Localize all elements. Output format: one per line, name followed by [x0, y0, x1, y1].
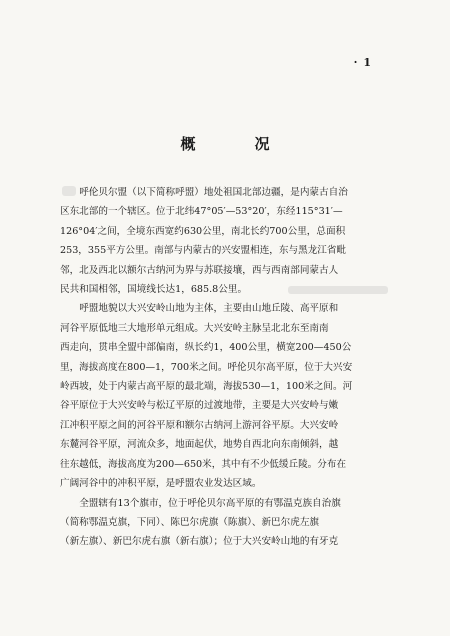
text-line: （简称鄂温克旗，下同）、陈巴尔虎旗（陈旗）、新巴尔虎左旗 — [60, 516, 320, 528]
section-title: 概 况 — [180, 135, 292, 153]
text-line: （新左旗）、新巴尔虎右旗（新右旗）；位于大兴安岭山地的有牙克 — [60, 536, 339, 548]
scan-smudge — [62, 186, 76, 196]
text-line: 里，海拔高度在800—1，700米之间。呼伦贝尔高平原，位于大兴安 — [60, 361, 353, 373]
text-line: 呼盟地貌以大兴安岭山地为主体，主要由山地丘陵、高平原和 — [79, 303, 339, 315]
text-line: 河谷平原低地三大地形单元组成。大兴安岭主脉呈北北东至南南 — [60, 322, 329, 334]
text-line: 东麓河谷平原，河流众多，地面起伏，地势自西北向东南倾斜，越 — [60, 439, 339, 451]
paragraph-landform — [60, 299, 392, 493]
text-line: 区东北部的一个辖区。位于北纬47°05′—53°20′，东经115°31′— — [60, 206, 343, 218]
text-line: 江冲积平原之间的河谷平原和额尔古纳河上游河谷平原。大兴安岭 — [60, 419, 339, 431]
text-line: 岭西坡，处于内蒙古高平原的最北端，海拔530—1，100米之间。河 — [60, 381, 353, 393]
text-line: 全盟辖有13个旗市，位于呼伦贝尔高平原的有鄂温克族自治旗 — [79, 497, 341, 509]
text-line: 民共和国相邻，国境线长达1，685.8公里。 — [60, 284, 248, 296]
paragraph-banners — [60, 494, 392, 552]
page-number: · 1 — [353, 56, 372, 69]
body-text — [60, 183, 392, 552]
text-line: 253，355平方公里。南部与内蒙古的兴安盟相连，东与黑龙江省毗 — [60, 245, 347, 257]
text-line: 邻，北及西北以额尔古纳河为界与苏联接壤，西与西南部同蒙古人 — [60, 264, 339, 276]
text-line: 西走向，贯串全盟中部偏南，纵长约1，400公里，横宽200—450公 — [60, 342, 352, 354]
text-line: 谷平原位于大兴安岭与松辽平原的过渡地带，主要是大兴安岭与嫩 — [60, 400, 339, 412]
text-line: 广阔河谷中的冲积平原，是呼盟农业发达区域。 — [60, 478, 262, 490]
text-line: 往东越低，海拔高度为200—650米，其中有不少低缓丘陵。分布在 — [60, 458, 347, 470]
text-line: 呼伦贝尔盟（以下简称呼盟）地处祖国北部边疆，是内蒙古自治 — [79, 187, 348, 198]
paragraph-location — [60, 183, 392, 299]
scan-smudge — [288, 286, 388, 294]
text-line: 126°04′之间，全境东西宽约630公里，南北长约700公里，总面积 — [60, 225, 346, 237]
